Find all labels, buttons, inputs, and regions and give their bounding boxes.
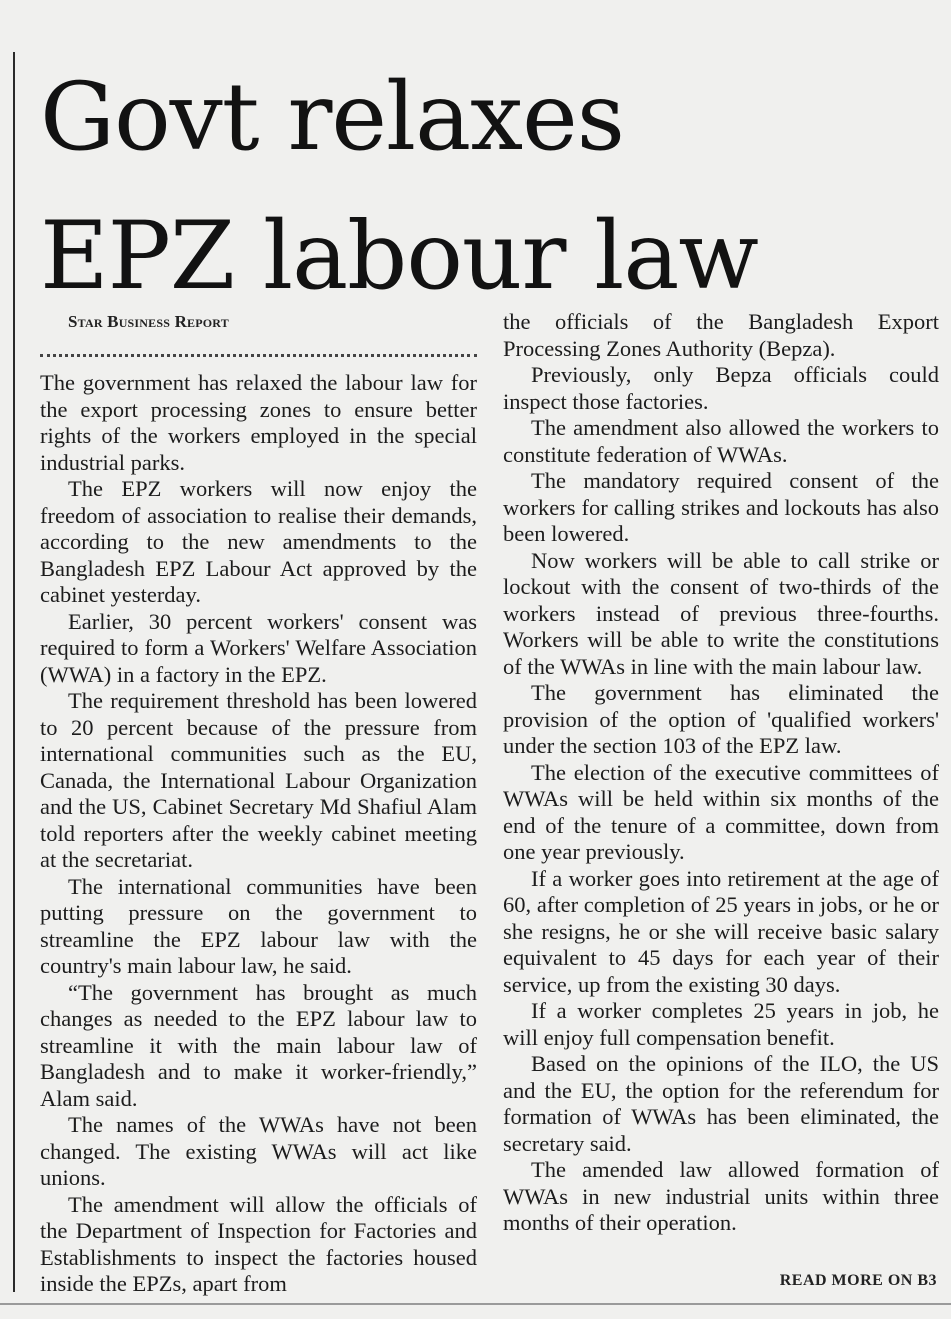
headline (40, 48, 945, 326)
paragraph: The names of the WWAs have not been changed. The existing WWAs will act like unions. (40, 1112, 477, 1190)
paragraph: The election of the executive committees of WWAs will be held within six months of the end of the tenure of a committee, down from one year previously. (503, 759, 939, 864)
bottom-edge-rule (0, 1303, 951, 1305)
paragraph: Based on the opinions of the ILO, the US and the EU, the option for the referendum for formation of WWAs has been eliminated, the secretary said. (503, 1051, 939, 1156)
paragraph: The amendment will allow the officials of the Department of Inspection for Factories and Establishments to inspect the factories housed inside the EPZs, apart from (40, 1191, 477, 1296)
article-column-left (40, 309, 477, 1298)
paragraph: “The government has brought as much changes as needed to the EPZ labour law to streamline it with the main labour law of Bangladesh and to make it worker-friendly,” Alam said. (40, 979, 477, 1111)
column-rule-left (13, 52, 15, 1292)
paragraph: If a worker goes into retirement at the age of 60, after completion of 25 years in jobs, or he or she resigns, he or she will receive basic salary equivalent to 45 days for each year of their service, up from the existing 30 days. (503, 865, 939, 997)
paragraph: Earlier, 30 percent workers' consent was required to form a Workers' Welfare Association (WWA) in a factory in the EPZ. (40, 608, 477, 687)
paragraph: The international communities have been putting pressure on the government to streamline the EPZ labour law with the country's main labour law, he said. (40, 873, 477, 978)
paragraph: The government has eliminated the provision of the option of 'qualified workers' under the section 103 of the EPZ law. (503, 680, 939, 758)
paragraph: The EPZ workers will now enjoy the freedom of association to realise their demands, according to the new amendments to the Bangladesh EPZ Labour Act approved by the cabinet yesterday. (40, 476, 477, 607)
headline-line-2: EPZ labour law (40, 202, 758, 311)
paragraph: If a worker completes 25 years in job, he will enjoy full compensation benefit. (503, 998, 939, 1050)
paragraph-continued: the officials of the Bangladesh Export Processing Zones Authority (Bepza). (503, 309, 939, 361)
paragraph: The amended law allowed formation of WWAs in new industrial units within three months of their operation. (503, 1157, 939, 1235)
dotted-divider (40, 354, 477, 357)
paragraph: The government has relaxed the labour law for the export processing zones to ensure better rights of the workers employed in the special industrial parks. (40, 370, 477, 475)
read-more-link[interactable]: READ MORE ON B3 (779, 1272, 937, 1289)
article-column-right (503, 309, 939, 1237)
paragraph: The requirement threshold has been lowered to 20 percent because of the pressure from international communities such as the EU, Canada, the International Labour Organization and the US, Cabinet Secretary Md Shafiul Alam told reporters after the weekly cabinet meeting at the secretariat. (40, 688, 477, 872)
headline-line-1: Govt relaxes (40, 63, 624, 172)
byline: Star Business Report (68, 312, 229, 331)
paragraph: Now workers will be able to call strike or lockout with the consent of two-thirds of the workers instead of previous three-fourths. Workers will be able to write the constitutions of the WWAs in line with the main labour law. (503, 547, 939, 679)
paragraph: The mandatory required consent of the workers for calling strikes and lockouts has also been lowered. (503, 468, 939, 546)
paragraph: The amendment also allowed the workers to constitute federation of WWAs. (503, 415, 939, 467)
paragraph: Previously, only Bepza officials could inspect those factories. (503, 362, 939, 414)
